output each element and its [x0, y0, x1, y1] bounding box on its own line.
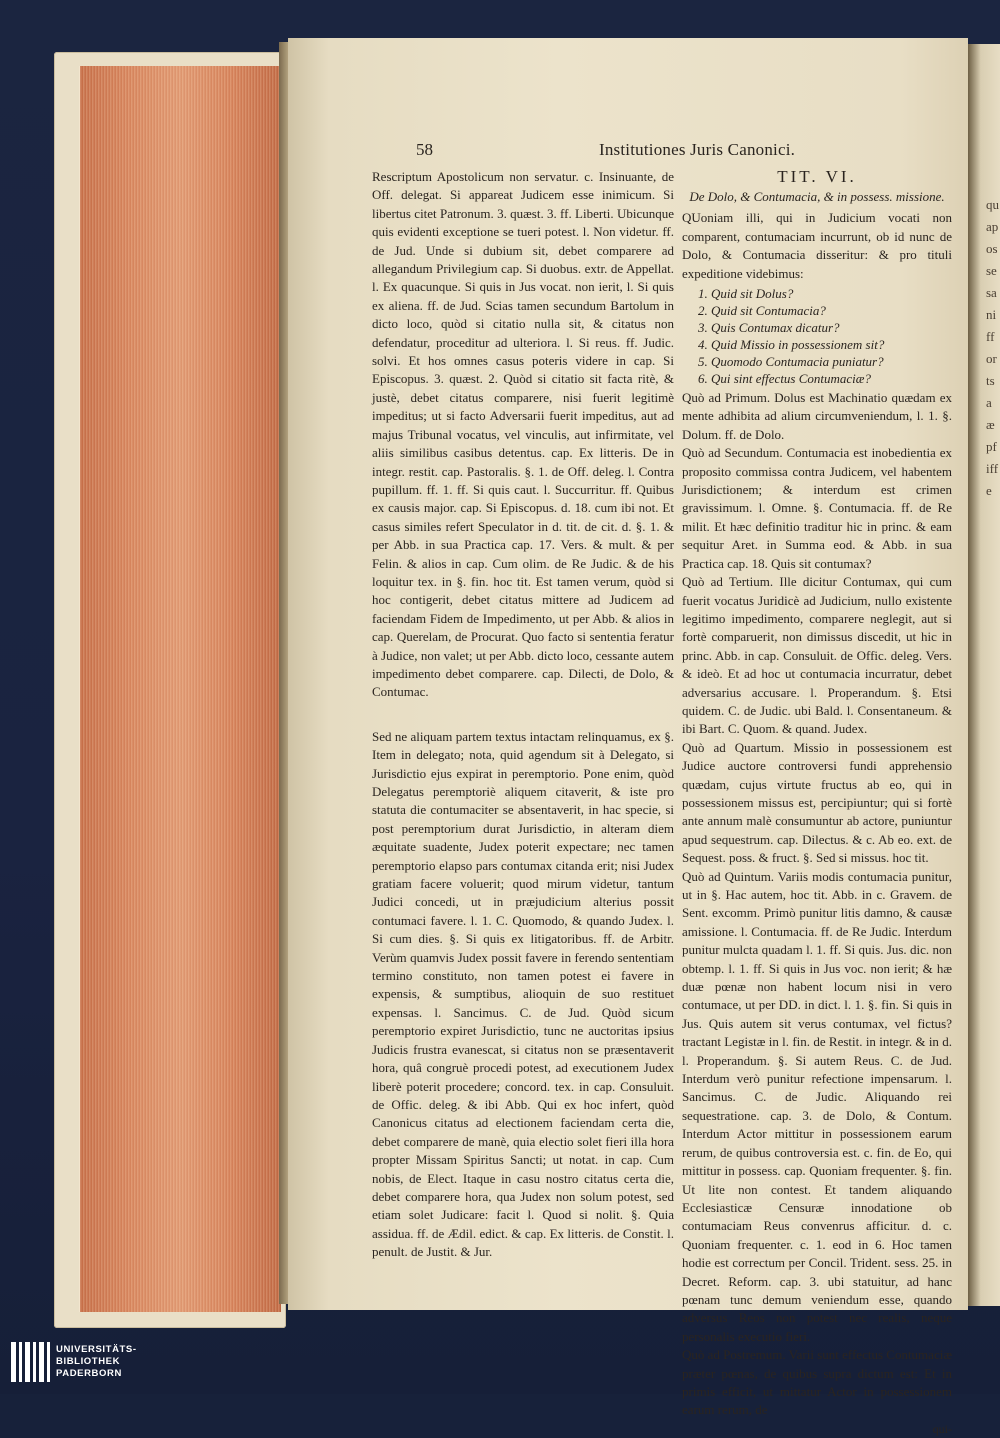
question-item: 2. Quid sit Contumacia?	[698, 303, 826, 319]
answer-paragraph: Quò ad Tertium. Ille dicitur Contumax, qui cum fuerit vocatus Juridicè ad Judicium, nullo existente legitimo impedimento, comparere neglegit, aut si fortè comparuerit, non dimissus discedit, ut hic in princ. Abb. in cap. Consuluit. de Offic. deleg. Vers. & ideò. Et ad hoc ut contumacia incurratur, debet adversarius accusare. l. Properandum. §. Etsi quidem. C. de Judic. ubi Bald. l. Consentaneum. & ibi Bart. C. Quom. & quand. Judex.	[682, 574, 952, 737]
answer-paragraph: Quò ad Quartum. Missio in possessionem est Judice auctore controversi fundi apprehensio quædam, cujus virtute fructus ab eo, qui in possessionem missus est, percipiuntur; qui si fortè ante annum malè consumuntur ab actore, puniuntur apud sequestrum. cap. Dilectus. & c. Ab eo. ext. de Sequest. poss. & fruct. §. Sed si missus. hoc tit.	[682, 739, 952, 866]
library-name-line: PADERBORN	[56, 1368, 122, 1379]
facing-page-edge	[968, 44, 1000, 1306]
library-name	[56, 1344, 166, 1380]
question-list	[698, 285, 952, 387]
book-page	[288, 38, 968, 1436]
left-paragraph: Rescriptum Apostolicum non servatur. c. Insinuante, de Off. delegat. Si appareat Judicem esse inimicum. Si libertus citet Patronum. 3. quæst. 3. ff. Liberti. Ubicunque quis evidenti exceptione se tueri potest. l. Non videtur. ff. de Jud. Unde si dubium sit, debet comparere ad allegandum Privilegium cap. Si duobus. extr. de Appellat. l. Ex quacunque. Si quis in Jus vocat. non ierit, l. Si quis ex aliena. ff. de Jud. Scias tamen secundum Bartolum in dicto loco, quòd si citatio nulla sit, & citatus non defendatur, proceditur ad ulteriora. l. Si reus. ff. Judic. solvi. Et hos omnes casus poteris videre in cap. Si Episcopus. 3. quæst. 2. Quòd si citatio sit facta ritè, & justè, debet citatus comparere, nisi fuerit legitimè impeditus; ut si facto Adversarii fuerit impeditus, aut ad majus Tribunal vocatus, vel vinculis, aut infirmitate, vel aliis similibus casibus detentus. cap. Ex litteris. De in integr. restit. cap. Pastoralis. §. 1. de Off. deleg. l. Contra pupillum. ff. 1. ff. Si quis caut. l. Succurritur. ff. Quibus ex causis major. cap. Si Episcopus. d. 18. cum ibi not. Et casus similes refert Speculator in d. tit. de cit. d. §. 1. & per Abb. in sua Practica cap. 17. Vers. & mult. & per Felin. & alios in cap. Cum olim. de Re Judic. & de his loquitur tex. in §. fin. hoc tit. Est tamen verum, quòd si hoc contigerit, debet citatus mittere ad Judicem ad faciendam Fidem de Impedimento, ut per Abb. & alios in cap. Querelam, de Procurat. Quo facto si sententia feratur à Judice, non valet; ut per Abb. dicto loco, cessante autem impedimento debet comparere. cap. Dilecti, de Dolo, & Contumac.	[372, 169, 674, 700]
answer-paragraph: Quò ad Secundum. Contumacia est inobedientia ex proposito commissa contra Judicem, vel habentem Jurisdictionem; & interdum est crimen gravissimum. l. Omne. §. Contumacia. ff. de Re milit. Et hæc definitio traditur hic in princ. & eam sequitur Aret. in Summa eod. & Abb. in sua Practica cap. 18. Quis sit contumax?	[682, 445, 952, 571]
section-subtitle: De Dolo, & Contumacia, & in possess. missione.	[689, 189, 945, 205]
library-name-line: BIBLIOTHEK	[56, 1356, 121, 1367]
page-number: 58	[416, 140, 433, 159]
running-title: Institutiones Juris Canonici.	[599, 140, 796, 159]
answer-paragraph: Quò ad Primum. Dolus est Machinatio quædam ex mente adhibita ad alium circumveniendum, l. 1. §. Dolum. ff. de Dolo.	[682, 390, 952, 442]
question-item: 4. Quid Missio in possessionem sit?	[698, 337, 885, 353]
page-edges	[79, 66, 281, 1312]
page-header	[288, 140, 968, 162]
section-title: TIT. VI.	[777, 167, 857, 186]
question-item: 5. Quomodo Contumacia puniatur?	[698, 354, 884, 370]
left-paragraph: Sed ne aliquam partem textus intactam relinquamus, ex §. Item in delegato; nota, quid agendum sit à Delegato, si Jurisdictio ejus expirat in peremptorio. Pone enim, quòd Delegatus peremptoriè aliquem citaverit, & iste pro statuta die contumaciter se absentaverit, in hac specie, si post peremptorium durat Jurisdictio, in alteram diem æquitate suadente, Judex poterit expectare; nec tamen peremptorio elapso pars contumax citanda erit; nisi Judex gratiam facere voluerit; quod mirum videtur, tantum Judici concedi, ut in præjudicium alterius possit contumaci favere. l. 1. C. Quomodo, & quando Judex. l. Si cum dies. §. Si quis ex litigatoribus. ff. de Arbitr. Verùm quamvis Judex possit favere in ferendo sententiam termino constituto, non tamen potest ei favere in expensis, & sumptibus, alioquin de suo restituet expensas. l. Sancimus. C. de Jud. Quòd sicum peremptorio expiret Jurisdictio, tunc ne auctoritas ipsius Judicis frustra evanescat, si citatus non se præsentaverit hora, quâ congruè procedi potest, ad executionem Judex liberè poterit procedere; concord. tex. in cap. Consuluit. de Offic. deleg. & ibi Abb. Qui ex hoc infert, quòd Canonicus citatus ad electionem faciendam certa die, debet comparere de manè, quia electio solet fieri illa hora propter Missam Spiritus Sancti; ut notat. in cap. Cum nobis, de Elect. Itaque in casu nostro citatus certa die, debet comparere hora, qua Judex non solum potest, sed etiam solet Judicare: facit l. Quod si nolit. §. Quia assidua. ff. de Ædil. edict. & cap. Ex litteris. de Constit. l. penult. de Justit. & Jur.	[372, 728, 674, 1260]
library-name-line: UNIVERSITÄTS-	[56, 1344, 137, 1355]
question-item: 6. Qui sint effectus Contumaciæ?	[698, 371, 871, 387]
question-item: 1. Quid sit Dolus?	[698, 286, 794, 302]
answer-paragraph: Quò ad Quintum. Variis modis contumacia punitur, ut in §. Hac autem, hoc tit. Abb. in c. Gravem. de Sent. excomm. Primò punitur litis damno, & causæ amissione. l. Contumacia. ff. de Re Judic. Interdum punitur mulcta quadam l. 1. ff. Si quis. Jus. dic. non obtemp. l. 1. ff. Si quis in Jus voc. non ierit; & hæ duæ pœnæ non habent locum nisi in vero contumace, ut per DD. in dict. l. 1. §. fin. Si quis in Jus. Quis autem sit verus contumax, vel fictus? tractant Legistæ in l. fin. de Restit. in integr. & in d. l. Properandum. §. Si autem Reus. C. de Jud. Interdum verò punitur refectione impensarum. l. Sancimus. C. de Judic. Aliquando rei sequestratione. cap. 3. de Dolo, & Contum. Interdum Actor mittitur in possessionem earum rerum, de quibus controversia est. c. fin. de Eo, qui mittitur in possess. cap. Quoniam frequenter. §. fin. Ut lite non contest. Et tandem aliquando Ecclesiasticæ Censuræ innodatione ob contumaciam Reus convenrus afficitur. d. c. Quoniam frequenter. c. 1. eod in 6. Hoc tamen hodie est correctum per Concil. Trident. sess. 25. in Decret. Reform. cap. 3. ubi statuitur, ad hanc pœnam tunc demum veniendum esse, quando adversus Reos non potest nec realis, neque personalis executio fieri.	[682, 868, 952, 1344]
catchword: qui-	[932, 1421, 952, 1436]
right-column	[682, 168, 952, 1438]
facing-page-text: quapossesaniffortsaæpfiffe	[986, 197, 999, 498]
answer-paragraph: Quò ad Postremum. Varii sunt effectus Contumaciæ præter pœnas, de quibus supra dictum est: Et in primis efficit, ut mittatur Actor in possessionem earum rerum, de	[682, 1347, 952, 1418]
intro-paragraph: QUoniam illi, qui in Judicium vocati non comparent, contumaciam incurrunt, ob id nunc de Dolo, & Contumacia disseritur: & pro tituli expeditione videbimus:	[682, 210, 952, 281]
left-column	[372, 168, 674, 1262]
question-item: 3. Quis Contumax dicatur?	[698, 320, 840, 336]
library-logo	[10, 1340, 160, 1384]
library-logo-icon	[10, 1340, 52, 1384]
paragraph-gap	[372, 702, 674, 728]
